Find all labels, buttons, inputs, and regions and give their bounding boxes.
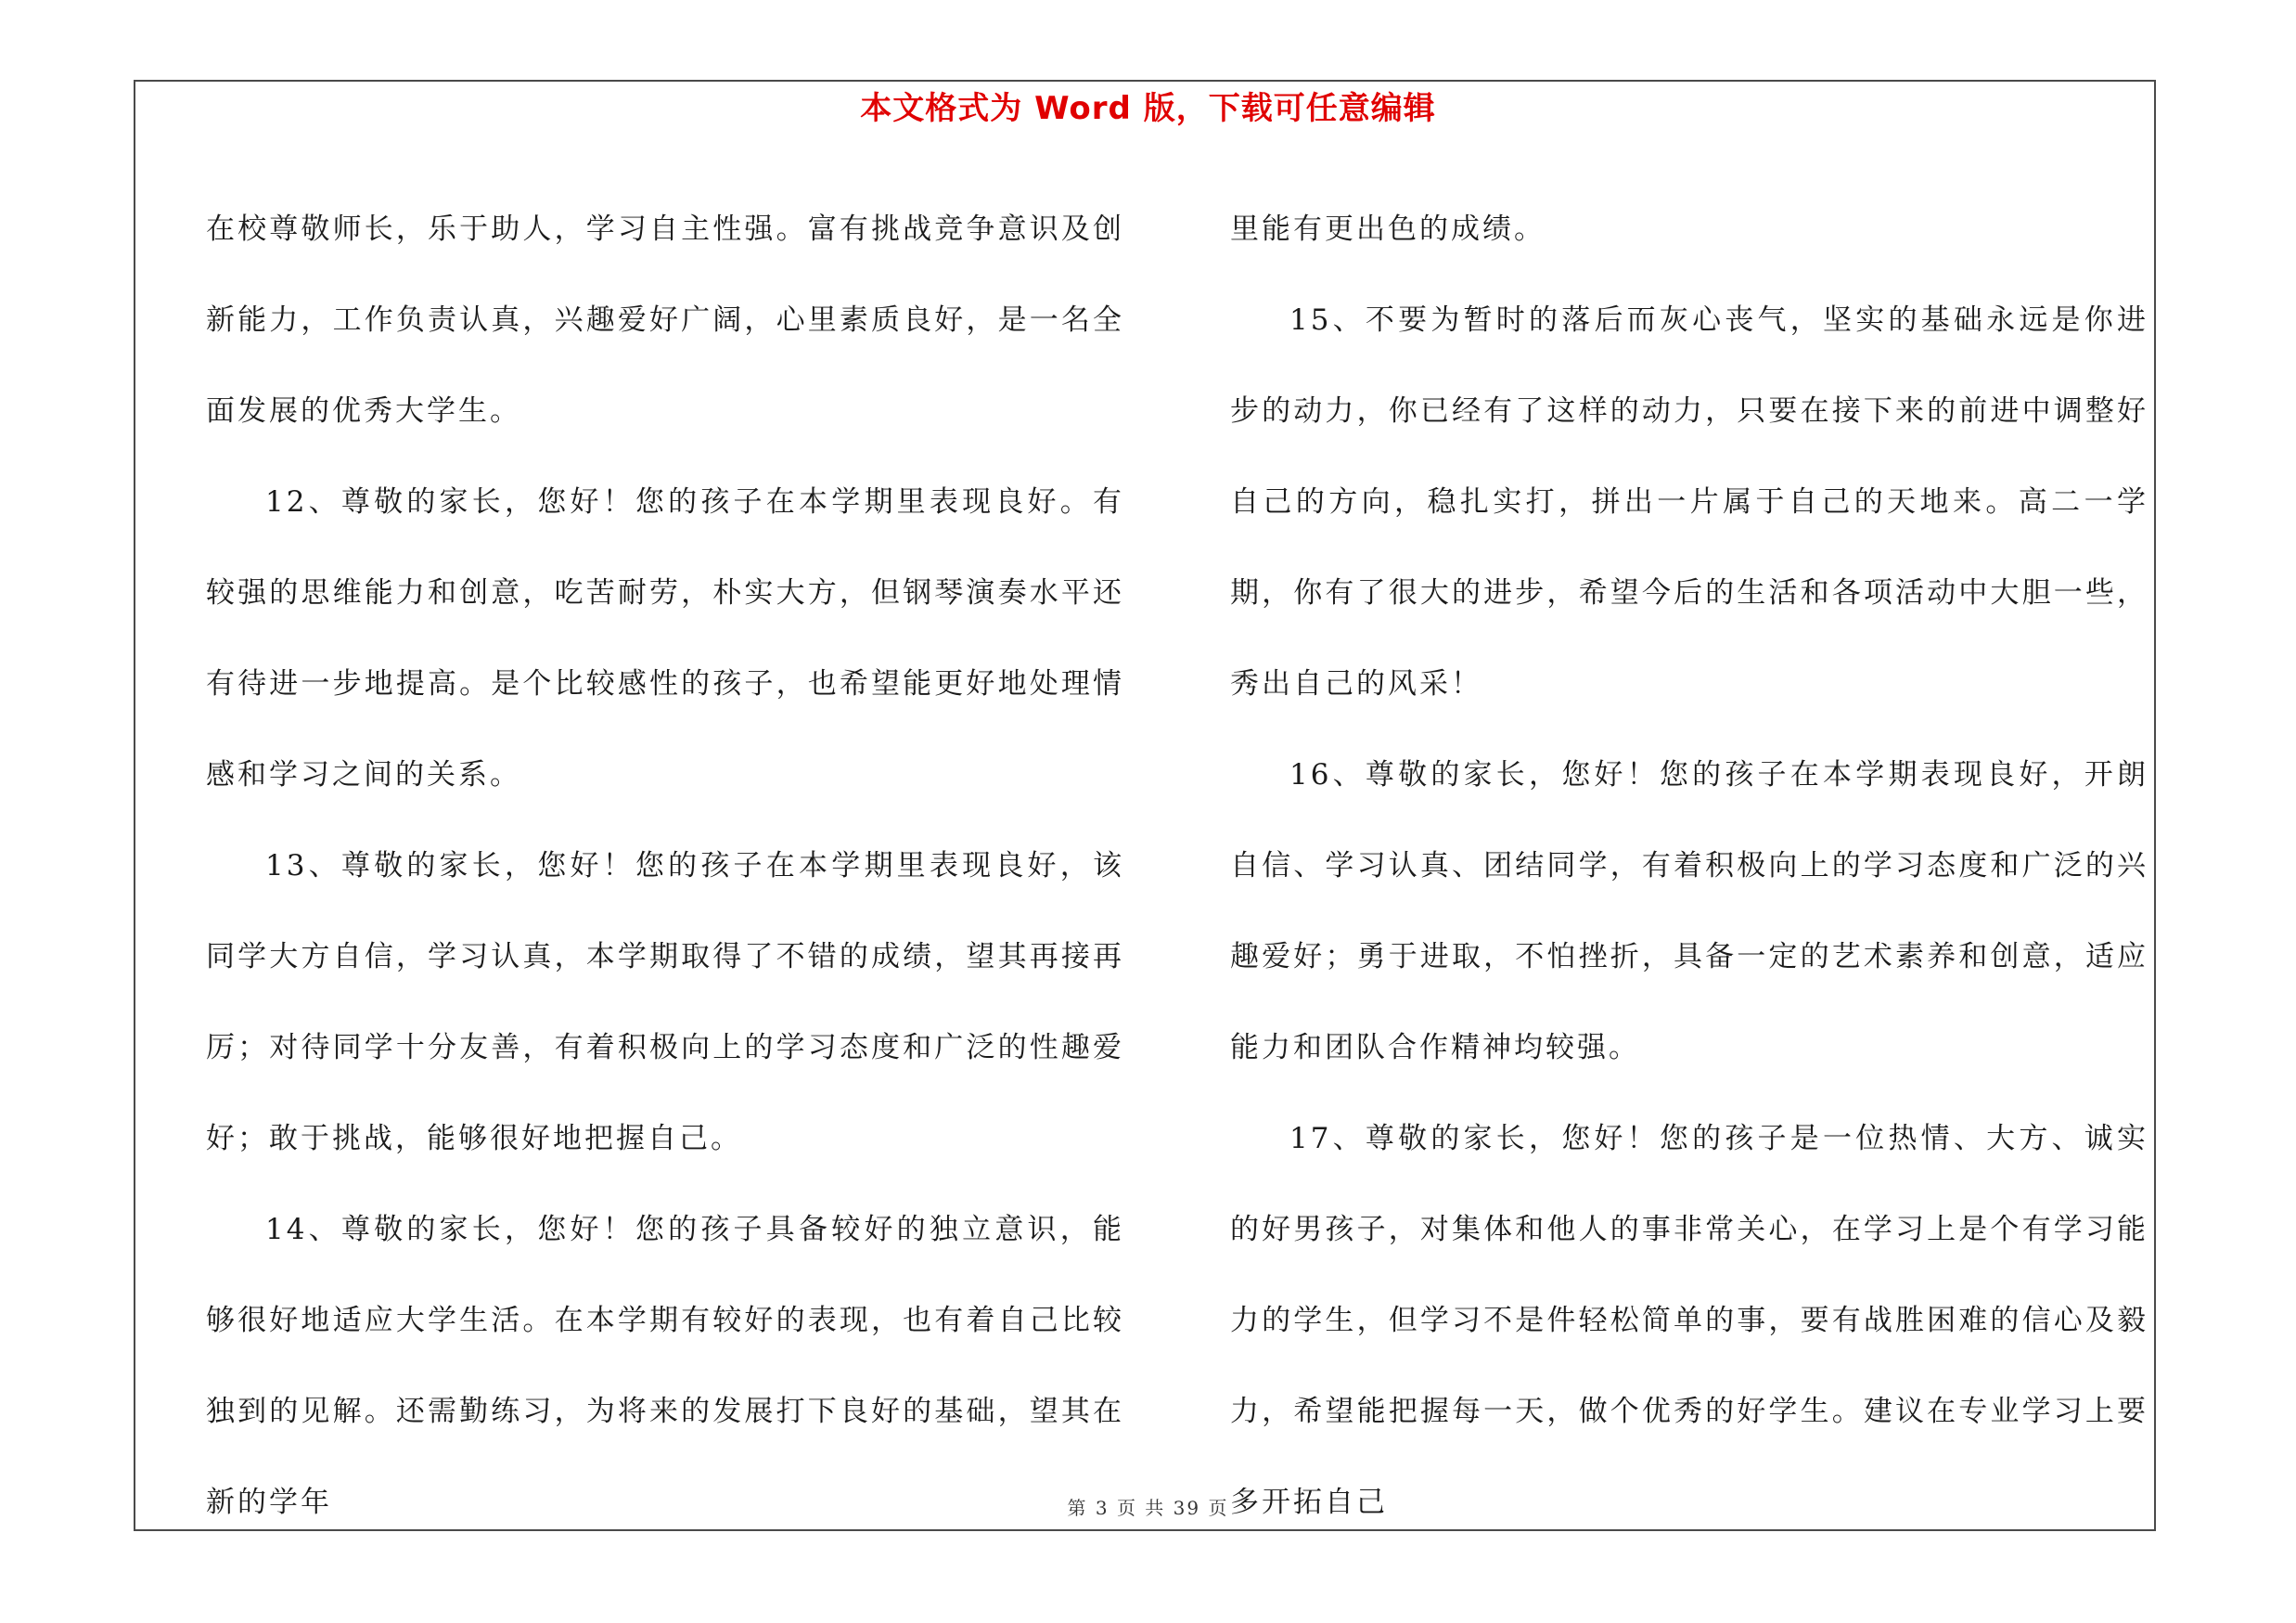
word-format-banner: 本文格式为 Word 版，下载可任意编辑 [860,90,1436,127]
paragraph: 在校尊敬师长，乐于助人，学习自主性强。富有挑战竞争意识及创新能力，工作负责认真，兴趣爱好广阔，心里素质良好，是一名全面发展的优秀大学生。 [206,213,1124,428]
right-text-column [1230,184,2148,1548]
paragraph: 15、不要为暂时的落后而灰心丧气，坚实的基础永远是你进步的动力，你已经有了这样的动力，只要在接下来的前进中调整好自己的方向，稳扎实打，拼出一片属于自己的天地来。高二一学期，你有了很大的进步，希望今后的生活和各项活动中大胆一些，秀出自己的风采！ [1230,303,2148,701]
paragraph: 16、尊敬的家长，您好！您的孩子在本学期表现良好，开朗自信、学习认真、团结同学，有着积极向上的学习态度和广泛的兴趣爱好；勇于进取，不怕挫折，具备一定的艺术素养和创意，适应能力和团队合作精神均较强。 [1230,758,2148,1064]
left-text-column [206,184,1124,1548]
paragraph: 里能有更出色的成绩。 [1230,213,1546,246]
page-number-footer: 第 3 页 共 39 页 [1067,1497,1229,1519]
paragraph: 12、尊敬的家长，您好！您的孩子在本学期里表现良好。有较强的思维能力和创意，吃苦耐劳，朴实大方，但钢琴演奏水平还有待进一步地提高。是个比较感性的孩子，也希望能更好地处理情感和学习之间的关系。 [206,485,1124,792]
paragraph: 14、尊敬的家长，您好！您的孩子具备较好的独立意识，能够很好地适应大学生活。在本学期有较好的表现，也有着自己比较独到的见解。还需勤练习，为将来的发展打下良好的基础，望其在新的学年 [206,1213,1124,1519]
paragraph: 13、尊敬的家长，您好！您的孩子在本学期里表现良好，该同学大方自信，学习认真，本学期取得了不错的成绩，望其再接再厉；对待同学十分友善，有着积极向上的学习态度和广泛的性趣爱好；敢于挑战，能够很好地把握自己。 [206,849,1124,1155]
paragraph: 17、尊敬的家长，您好！您的孩子是一位热情、大方、诚实的好男孩子，对集体和他人的事非常关心，在学习上是个有学习能力的学生，但学习不是件轻松简单的事，要有战胜困难的信心及毅力，希望能把握每一天，做个优秀的好学生。建议在专业学习上要多开拓自己 [1230,1122,2148,1519]
